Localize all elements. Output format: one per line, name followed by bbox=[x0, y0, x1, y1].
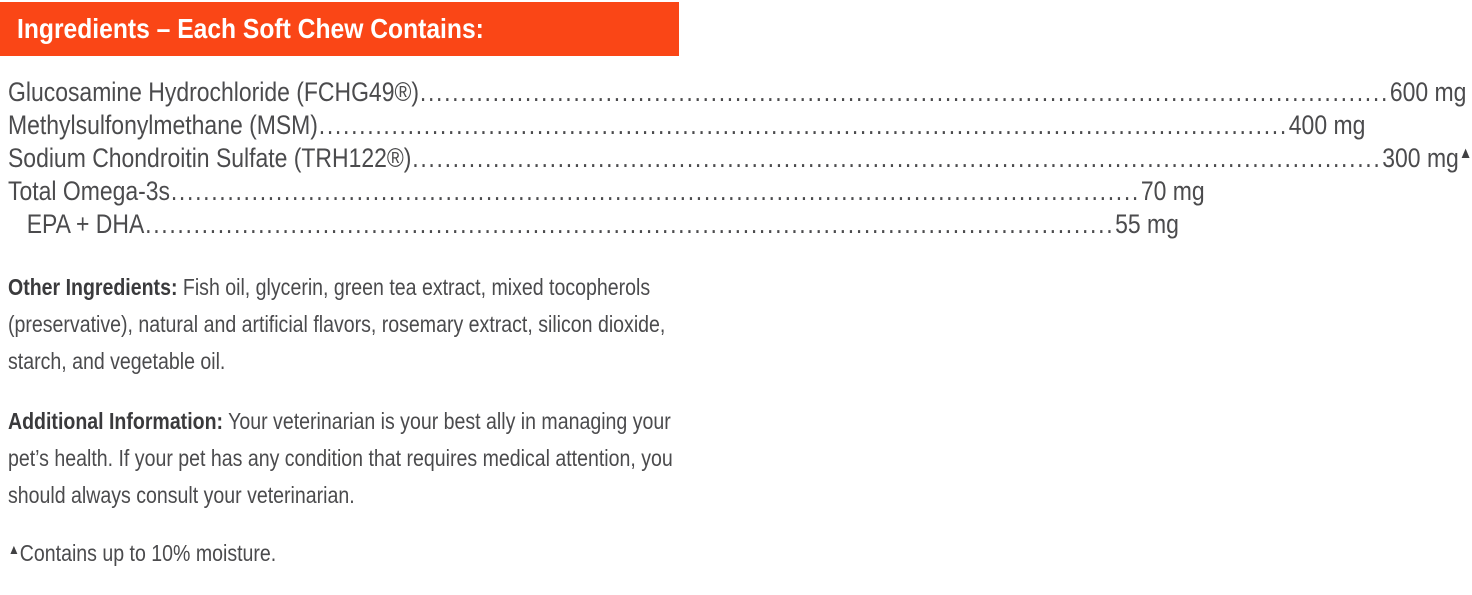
ingredient-row bbox=[8, 76, 1467, 109]
dot-leader bbox=[319, 109, 1288, 142]
ingredient-amount: 300 mg bbox=[1382, 143, 1459, 173]
moisture-footnote bbox=[8, 537, 679, 572]
ingredient-name: Methylsulfonylmethane (MSM) bbox=[8, 110, 318, 140]
ingredient-name: Sodium Chondroitin Sulfate (TRH122®) bbox=[8, 143, 412, 173]
dot-leader bbox=[412, 142, 1381, 175]
dot-leader bbox=[171, 175, 1140, 208]
ingredient-row bbox=[8, 109, 1366, 142]
footnote-marker: ▲ bbox=[8, 541, 20, 557]
ingredients-header-bar bbox=[0, 2, 679, 56]
additional-information-label: Additional Information: bbox=[8, 408, 224, 434]
ingredients-list bbox=[8, 76, 1472, 241]
ingredient-row-sub bbox=[8, 208, 1179, 241]
additional-information-text: Your veterinarian is your best ally in managing your pet’s health. If your pet has any condition that requires medical attention, you should always consult your veterinarian. bbox=[8, 408, 673, 508]
ingredient-amount: 600 mg bbox=[1389, 77, 1467, 107]
ingredient-name: Glucosamine Hydrochloride (FCHG49®) bbox=[8, 77, 420, 107]
dot-leader bbox=[145, 208, 1114, 241]
ingredient-name: Total Omega-3s bbox=[8, 176, 171, 206]
ingredient-row: Sodium Chondroitin Sulfate (TRH122®) ..... 300 mg ▲ bbox=[8, 142, 663, 175]
ingredient-amount: 400 mg bbox=[1288, 110, 1366, 140]
ingredient-name: EPA + DHA bbox=[26, 209, 145, 239]
additional-information-paragraph bbox=[8, 403, 679, 514]
footnote-text: Contains up to 10% moisture. bbox=[19, 540, 277, 566]
ingredient-row bbox=[8, 175, 1205, 208]
other-ingredients-paragraph bbox=[8, 269, 679, 380]
ingredient-amount: 55 mg bbox=[1115, 209, 1179, 239]
panel-content bbox=[8, 56, 1472, 595]
other-ingredients-text: Fish oil, glycerin, green tea extract, mixed tocopherols (preservative), natural and artificial flavors, rosemary extract, silicon dioxide, starch, and vegetable oil. bbox=[8, 274, 666, 374]
other-ingredients-label: Other Ingredients: bbox=[8, 274, 178, 300]
ingredients-header-title: Ingredients – Each Soft Chew Contains: bbox=[17, 13, 484, 44]
dot-leader bbox=[420, 76, 1389, 109]
condensed-text-block bbox=[8, 76, 1472, 572]
ingredient-amount: 70 mg bbox=[1140, 176, 1205, 206]
